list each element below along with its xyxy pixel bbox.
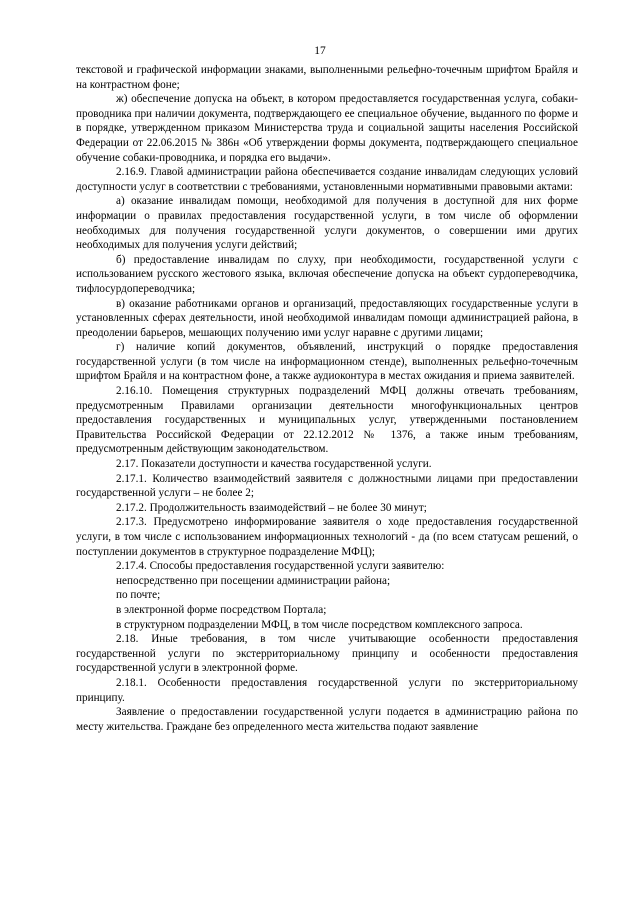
paragraph: 2.18. Иные требования, в том числе учитывающие особенности предоставления государственной услуги по экстерриториальному принципу и особенности предоставления государственной услуги в электронной форме. (76, 633, 578, 675)
page-number: 17 (314, 45, 326, 57)
paragraph: ж) обеспечение допуска на объект, в котором предоставляется государственная услуга, собаки-проводника при наличии документа, подтверждающего ее специальное обучение, выданного по форме и в порядке, утвержденном приказом Министерства труда и социальной защиты населения Российской Федерации от 22.06.2015 № 386н «Об утверждении формы документа, подтверждающего специальное обучение собаки-проводника, и порядка его выдачи». (76, 93, 578, 164)
paragraph: в) оказание работниками органов и организаций, предоставляющих государственные услуги в установленных сферах деятельности, иной необходимой инвалидам помощи администрацией района, в преодолении барьеров, мешающих получению ими услуг наравне с другими лицами; (76, 297, 578, 339)
paragraph: в электронной форме посредством Портала; (116, 603, 327, 616)
paragraph: а) оказание инвалидам помощи, необходимой для получения в доступной для них форме информации о правилах предоставления государственной услуги, в том числе об оформлении необходимых для получения государственной услуги документов, о совершении ими других необходимых для получения услуги действий; (76, 195, 578, 252)
paragraph: в структурном подразделении МФЦ, в том числе посредством комплексного запроса. (116, 618, 523, 631)
paragraph: г) наличие копий документов, объявлений, инструкций о порядке предоставления государственной услуги (в том числе на информационном стенде), выполненных рельефно-точечным шрифтом Брайля и на контрастном фоне, а также аудиоконтура в местах ожидания и приема заявителей. (76, 341, 578, 383)
paragraph: 2.17. Показатели доступности и качества государственной услуги. (116, 458, 432, 471)
paragraph: б) предоставление инвалидам по слуху, при необходимости, государственной услуги с использованием русского жестового языка, включая обеспечение допуска на объект сурдопереводчика, тифлосурдопереводчика; (76, 253, 578, 295)
paragraph: 2.17.2. Продолжительность взаимодействий – не более 30 минут; (116, 501, 427, 514)
paragraph: текстовой и графической информации знаками, выполненными рельефно-точечным шрифтом Брайля и на контрастном фоне; (76, 64, 578, 91)
paragraph: 2.17.4. Способы предоставления государственной услуги заявителю: (116, 560, 445, 573)
paragraph: 2.17.1. Количество взаимодействий заявителя с должностными лицами при предоставлении государственной услуги – не более 2; (76, 472, 578, 500)
paragraph: 2.16.9. Главой администрации района обеспечивается создание инвалидам следующих условий доступности услуг в соответствии с требованиями, установленными нормативными правовыми актами: (76, 166, 578, 193)
paragraph: Заявление о предоставлении государственной услуги подается в администрацию района по месту жительства. Граждане без определенного места жительства подают заявление (76, 706, 578, 733)
paragraph: 2.16.10. Помещения структурных подразделений МФЦ должны отвечать требованиям, предусмотренным Правилами организации деятельности многофункциональных центров предоставления государственных и муниципальных услуг, утвержденными постановлением Правительства Российской Федерации от 22.12.2012 № 1376, а также иным требованиям, предусмотренным действующим законодательством. (76, 385, 578, 456)
paragraph: непосредственно при посещении администрации района; (116, 574, 391, 587)
paragraph: 2.17.3. Предусмотрено информирование заявителя о ходе предоставления государственной услуги, в том числе с использованием информационных технологий - да (по всем статусам решений, о поступлении документов в структурное подразделение МФЦ); (76, 516, 578, 558)
body-text (76, 63, 578, 734)
paragraph: по почте; (116, 589, 161, 602)
paragraph: 2.18.1. Особенности предоставления государственной услуги по экстерриториальному принципу. (76, 676, 578, 704)
